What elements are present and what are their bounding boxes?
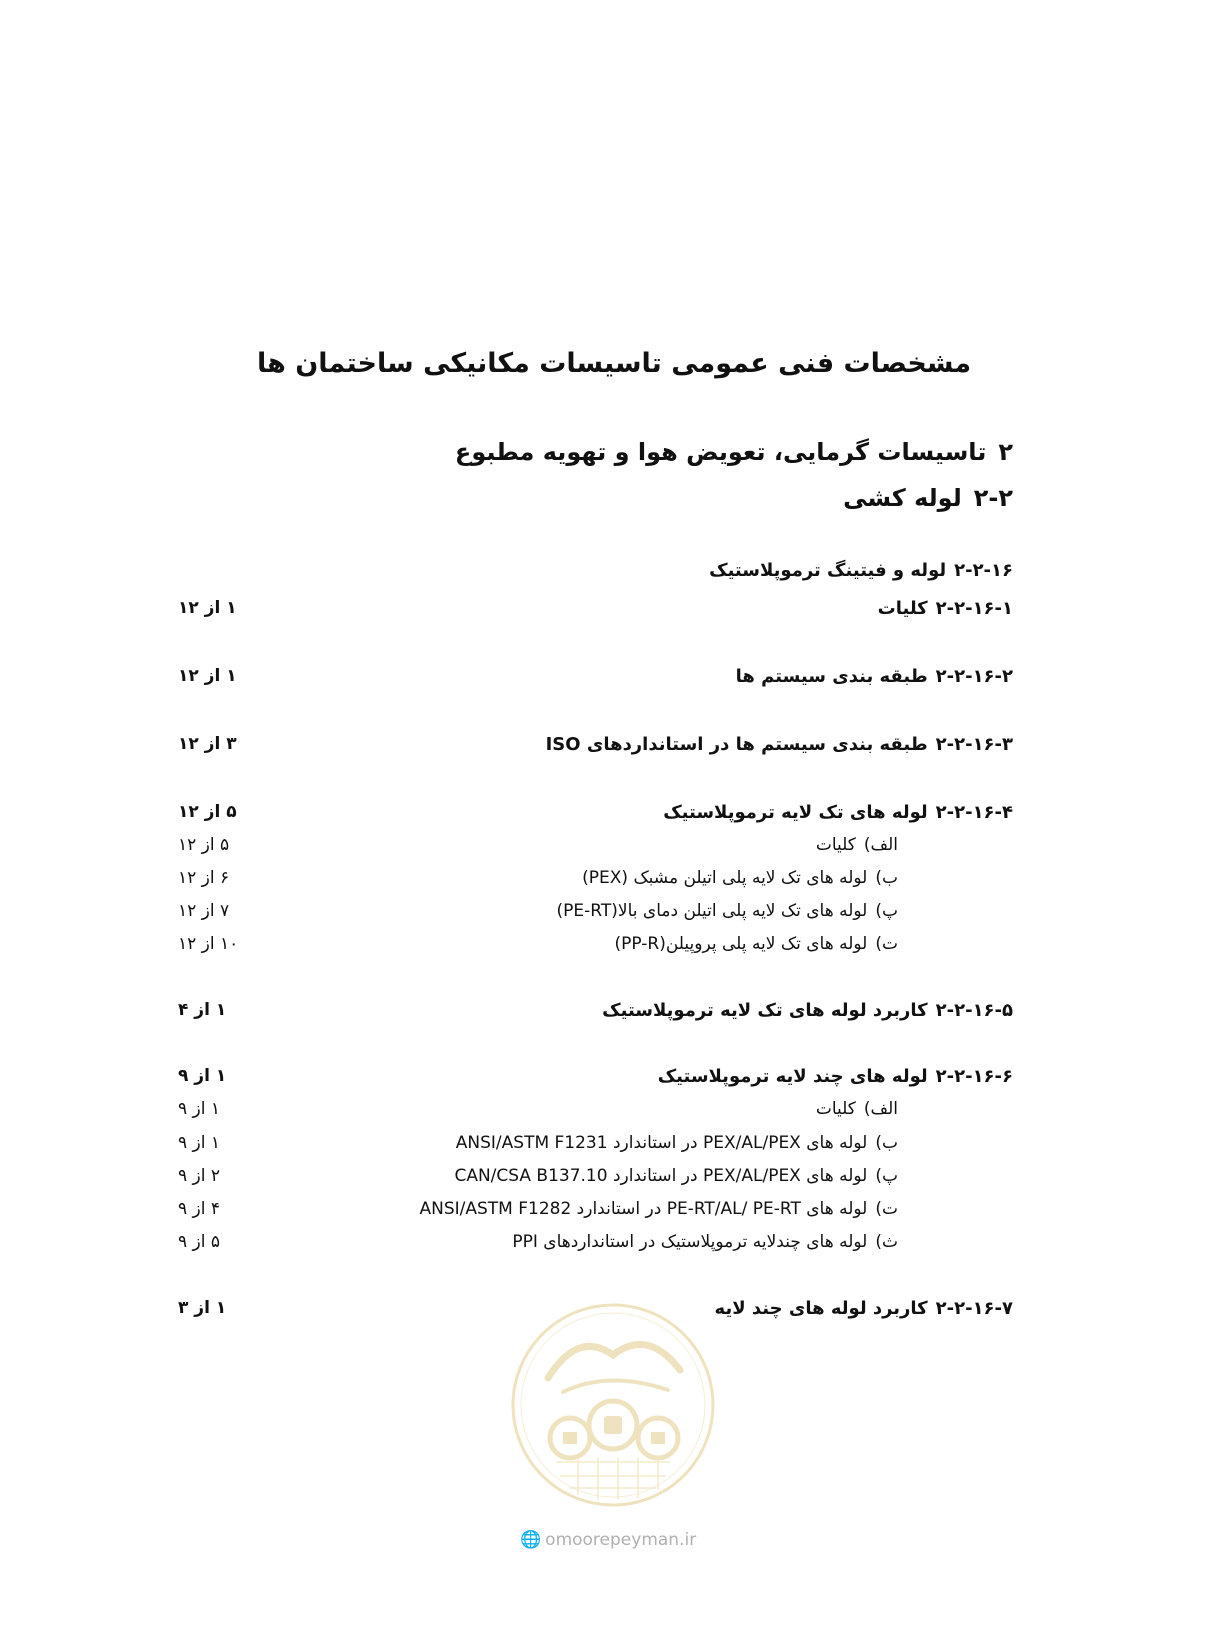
- toc-number: ۲-۲-۱۶-۱: [935, 598, 1013, 619]
- toc-letter: ث): [875, 1232, 898, 1252]
- toc-entry: [658, 1066, 1013, 1087]
- toc-page: ۵ از ۱۲: [178, 802, 237, 822]
- toc-row: [0, 598, 1228, 624]
- toc-page: ۱۰ از ۱۲: [178, 934, 239, 954]
- toc-title: لوله های چند لایه ترموپلاستیک: [657, 1066, 928, 1087]
- toc-subrow: [0, 1199, 1228, 1225]
- subchapter-title: لوله کشی: [843, 484, 962, 512]
- toc-page: ۱ از ۱۲: [178, 598, 237, 618]
- toc-title: لوله های PEX/AL/PEX در استاندارد ANSI/ASTM F1231: [455, 1133, 868, 1153]
- chapter-title: تاسیسات گرمایی، تعویض هوا و تهویه مطبوع: [454, 438, 987, 466]
- toc-subrow: [0, 868, 1228, 894]
- toc-page: ۱ از ۳: [178, 1298, 227, 1318]
- toc-title: کاربرد لوله های تک لایه ترموپلاستیک: [602, 1000, 928, 1021]
- watermark-url-text: omoorepeyman.ir: [545, 1530, 697, 1550]
- toc-letter: الف): [863, 835, 898, 855]
- section-title: لوله و فیتینگ ترموپلاستیک: [709, 560, 947, 581]
- toc-entry: [878, 598, 1013, 619]
- toc-subentry: [816, 1099, 898, 1119]
- toc-page: ۲ از ۹: [178, 1166, 221, 1186]
- toc-number: ۲-۲-۱۶-۷: [935, 1298, 1013, 1319]
- toc-entry: [546, 734, 1013, 755]
- toc-subrow: [0, 835, 1228, 861]
- document-title: مشخصات فنی عمومی تاسیسات مکانیکی ساختمان ها: [256, 348, 972, 379]
- toc-subentry: [615, 934, 899, 954]
- toc-number: ۲-۲-۱۶-۳: [935, 734, 1013, 755]
- toc-title: لوله های تک لایه پلی پروپیلن(PP-R): [614, 934, 868, 954]
- toc-page: ۱ از ۱۲: [178, 666, 237, 686]
- toc-letter: الف): [863, 1099, 898, 1119]
- toc-letter: ت): [875, 1199, 898, 1219]
- toc-page: ۱ از ۹: [178, 1066, 227, 1086]
- toc-row: [0, 1000, 1228, 1026]
- toc-title: کاربرد لوله های چند لایه: [714, 1298, 928, 1319]
- section-number: ۲-۲-۱۶: [954, 560, 1013, 581]
- toc-subrow: [0, 1099, 1228, 1125]
- toc-title: طبقه بندی سیستم ها: [735, 666, 928, 687]
- toc-title: لوله های تک لایه پلی اتیلن مشبک (PEX): [582, 868, 868, 888]
- toc-title: طبقه بندی سیستم ها در استانداردهای ISO: [545, 734, 928, 755]
- toc-title: لوله های چندلایه ترموپلاستیک در استانداردهای PPI: [512, 1232, 868, 1252]
- toc-page: ۳ از ۱۲: [178, 734, 237, 754]
- toc-number: ۲-۲-۱۶-۲: [935, 666, 1013, 687]
- toc-row: [0, 802, 1228, 828]
- toc-row: [0, 1066, 1228, 1092]
- toc-letter: پ): [875, 1166, 898, 1186]
- toc-subrow: [0, 934, 1228, 960]
- toc-subentry: [419, 1199, 898, 1219]
- toc-letter: ت): [875, 934, 898, 954]
- globe-icon: 🌐: [520, 1530, 542, 1550]
- toc-subrow: [0, 1166, 1228, 1192]
- toc-page: ۱ از ۹: [178, 1133, 221, 1153]
- toc-number: ۲-۲-۱۶-۵: [935, 1000, 1013, 1021]
- toc-letter: ب): [875, 1133, 898, 1153]
- toc-entry: [736, 666, 1013, 687]
- toc-entry: [663, 802, 1013, 823]
- toc-subrow: [0, 901, 1228, 927]
- toc-subrow: [0, 1232, 1228, 1258]
- toc-title: کلیات: [877, 598, 928, 619]
- toc-title: کلیات: [815, 835, 856, 855]
- watermark-logo: [508, 1300, 718, 1510]
- toc-page: ۵ از ۱۲: [178, 835, 230, 855]
- toc-page: ۱ از ۴: [178, 1000, 227, 1020]
- toc-row: [0, 666, 1228, 692]
- toc-page: ۷ از ۱۲: [178, 901, 230, 921]
- toc-entry: [602, 1000, 1013, 1021]
- toc-subentry: [512, 1232, 898, 1252]
- toc-subentry: [454, 1166, 898, 1186]
- toc-title: لوله های تک لایه پلی اتیلن دمای بالا(PE-RT): [556, 901, 868, 921]
- toc-number: ۲-۲-۱۶-۶: [935, 1066, 1013, 1087]
- toc-page: ۴ از ۹: [178, 1199, 221, 1219]
- toc-subentry: [557, 901, 898, 921]
- toc-row: [0, 734, 1228, 760]
- toc-letter: پ): [875, 901, 898, 921]
- toc-subentry: [582, 868, 898, 888]
- logo-seal-icon: [508, 1300, 718, 1510]
- chapter-number: ۲: [998, 438, 1013, 466]
- watermark-url: [520, 1530, 696, 1550]
- toc-letter: ب): [875, 868, 898, 888]
- toc-subentry: [456, 1133, 898, 1153]
- section-heading: [709, 560, 1013, 581]
- subchapter-heading: [843, 484, 1013, 512]
- toc-page: ۵ از ۹: [178, 1232, 221, 1252]
- toc-subentry: [816, 835, 898, 855]
- chapter-heading: [455, 438, 1013, 466]
- toc-title: کلیات: [815, 1099, 856, 1119]
- toc-title: لوله های تک لایه ترموپلاستیک: [663, 802, 928, 823]
- toc-title: لوله های PEX/AL/PEX در استاندارد CAN/CSA B137.10: [454, 1166, 868, 1186]
- subchapter-number: ۲-۲: [973, 484, 1013, 512]
- toc-number: ۲-۲-۱۶-۴: [935, 802, 1013, 823]
- toc-title: لوله های PE-RT/AL/ PE-RT در استاندارد ANSI/ASTM F1282: [419, 1199, 868, 1219]
- toc-subrow: [0, 1133, 1228, 1159]
- toc-entry: [715, 1298, 1013, 1319]
- toc-page: ۶ از ۱۲: [178, 868, 230, 888]
- toc-page: ۱ از ۹: [178, 1099, 221, 1119]
